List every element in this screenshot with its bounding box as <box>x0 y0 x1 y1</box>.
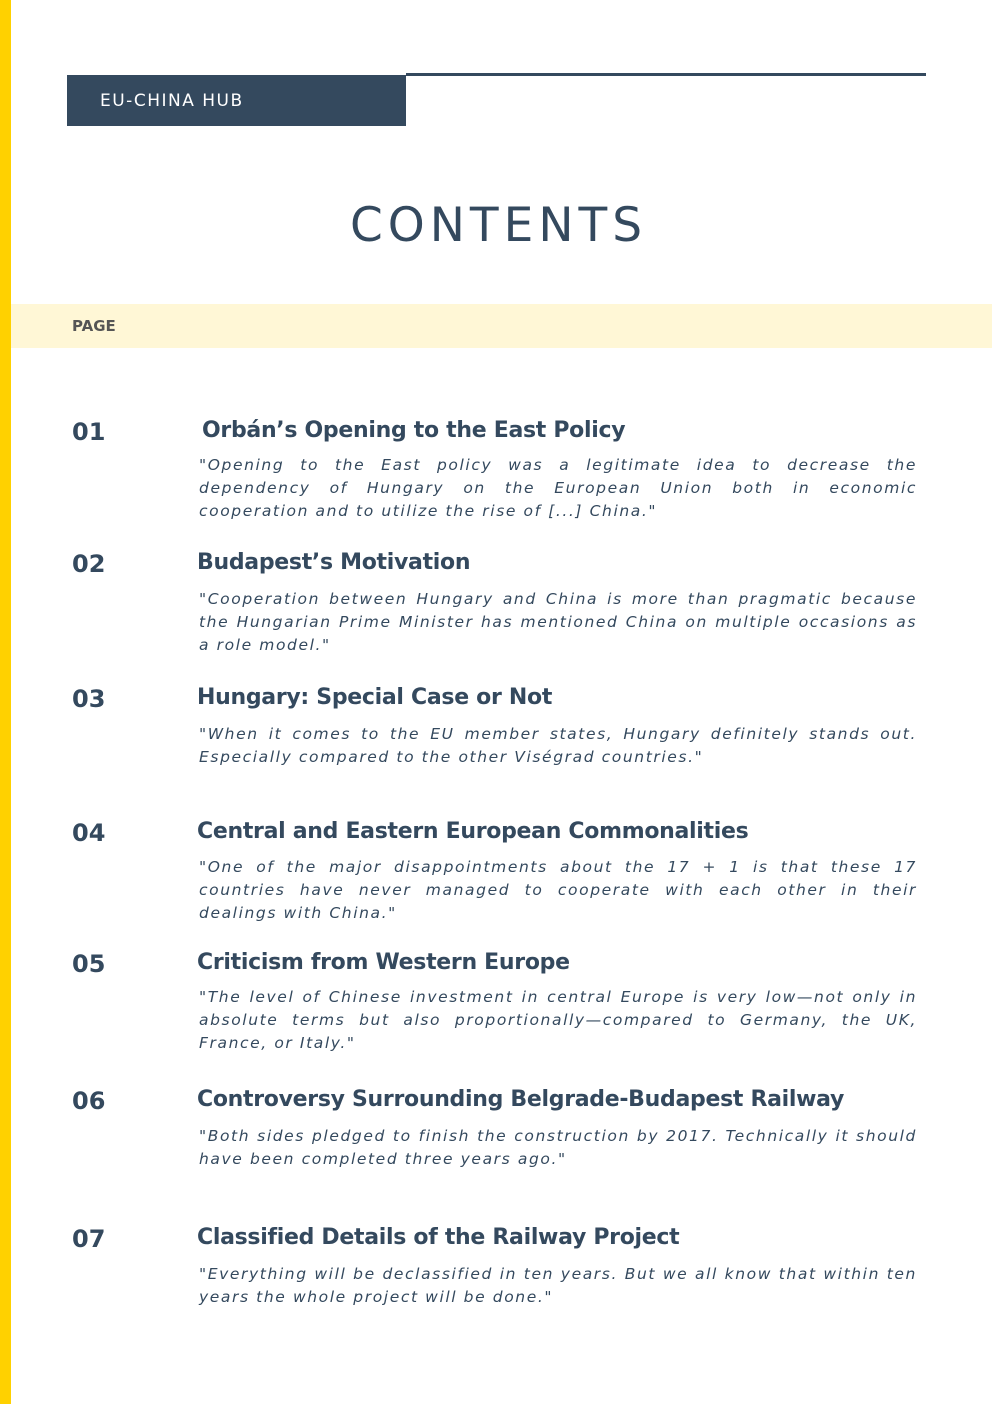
entry-number: 01 <box>72 418 106 446</box>
entry-number: 03 <box>72 685 106 713</box>
entry-title[interactable]: Criticism from Western Europe <box>197 950 570 975</box>
page-header-band <box>11 304 992 348</box>
entry-title[interactable]: Classified Details of the Railway Project <box>197 1225 680 1250</box>
entry-quote: "Cooperation between Hungary and China is more than pragmatic because the Hungarian Prime Minister has mentioned China on multiple occasions as a role model." <box>199 590 917 654</box>
entry-quote: "One of the major disappointments about the 17 + 1 is that these 17 countries have never managed to cooperate with each other in their dealings with China." <box>199 858 917 922</box>
entry-quote: "When it comes to the EU member states, Hungary definitely stands out. Especially compared to the other Viségrad countries." <box>199 725 917 766</box>
entry-number: 06 <box>72 1087 106 1115</box>
entry-title[interactable]: Central and Eastern European Commonalities <box>197 819 749 844</box>
entry-number: 07 <box>72 1225 106 1253</box>
entry-quote: "Everything will be declassified in ten years. But we all know that within ten years the whole project will be done." <box>199 1265 917 1306</box>
page-title: CONTENTS <box>349 198 648 253</box>
entry-number: 02 <box>72 550 106 578</box>
page-column-label: PAGE <box>72 317 116 335</box>
entry-title[interactable]: Controversy Surrounding Belgrade-Budapest Railway <box>197 1087 845 1112</box>
entry-quote: "The level of Chinese investment in central Europe is very low—not only in absolute terms but also proportionally—compared to Germany, the UK, France, or Italy." <box>199 988 917 1052</box>
entry-quote: "Both sides pledged to finish the construction by 2017. Technically it should have been completed three years ago." <box>199 1127 917 1168</box>
entry-title[interactable]: Hungary: Special Case or Not <box>197 685 553 710</box>
header-rule <box>406 73 926 76</box>
entry-quote: "Opening to the East policy was a legitimate idea to decrease the dependency of Hungary on the European Union both in economic cooperation and to utilize the rise of [...] China." <box>199 456 917 520</box>
entry-title[interactable]: Budapest’s Motivation <box>197 550 471 575</box>
entry-title[interactable]: Orbán’s Opening to the East Policy <box>202 418 626 443</box>
entry-number: 04 <box>72 819 106 847</box>
hub-header-box <box>67 75 406 126</box>
hub-label: EU-CHINA HUB <box>100 90 244 111</box>
entry-number: 05 <box>72 950 106 978</box>
